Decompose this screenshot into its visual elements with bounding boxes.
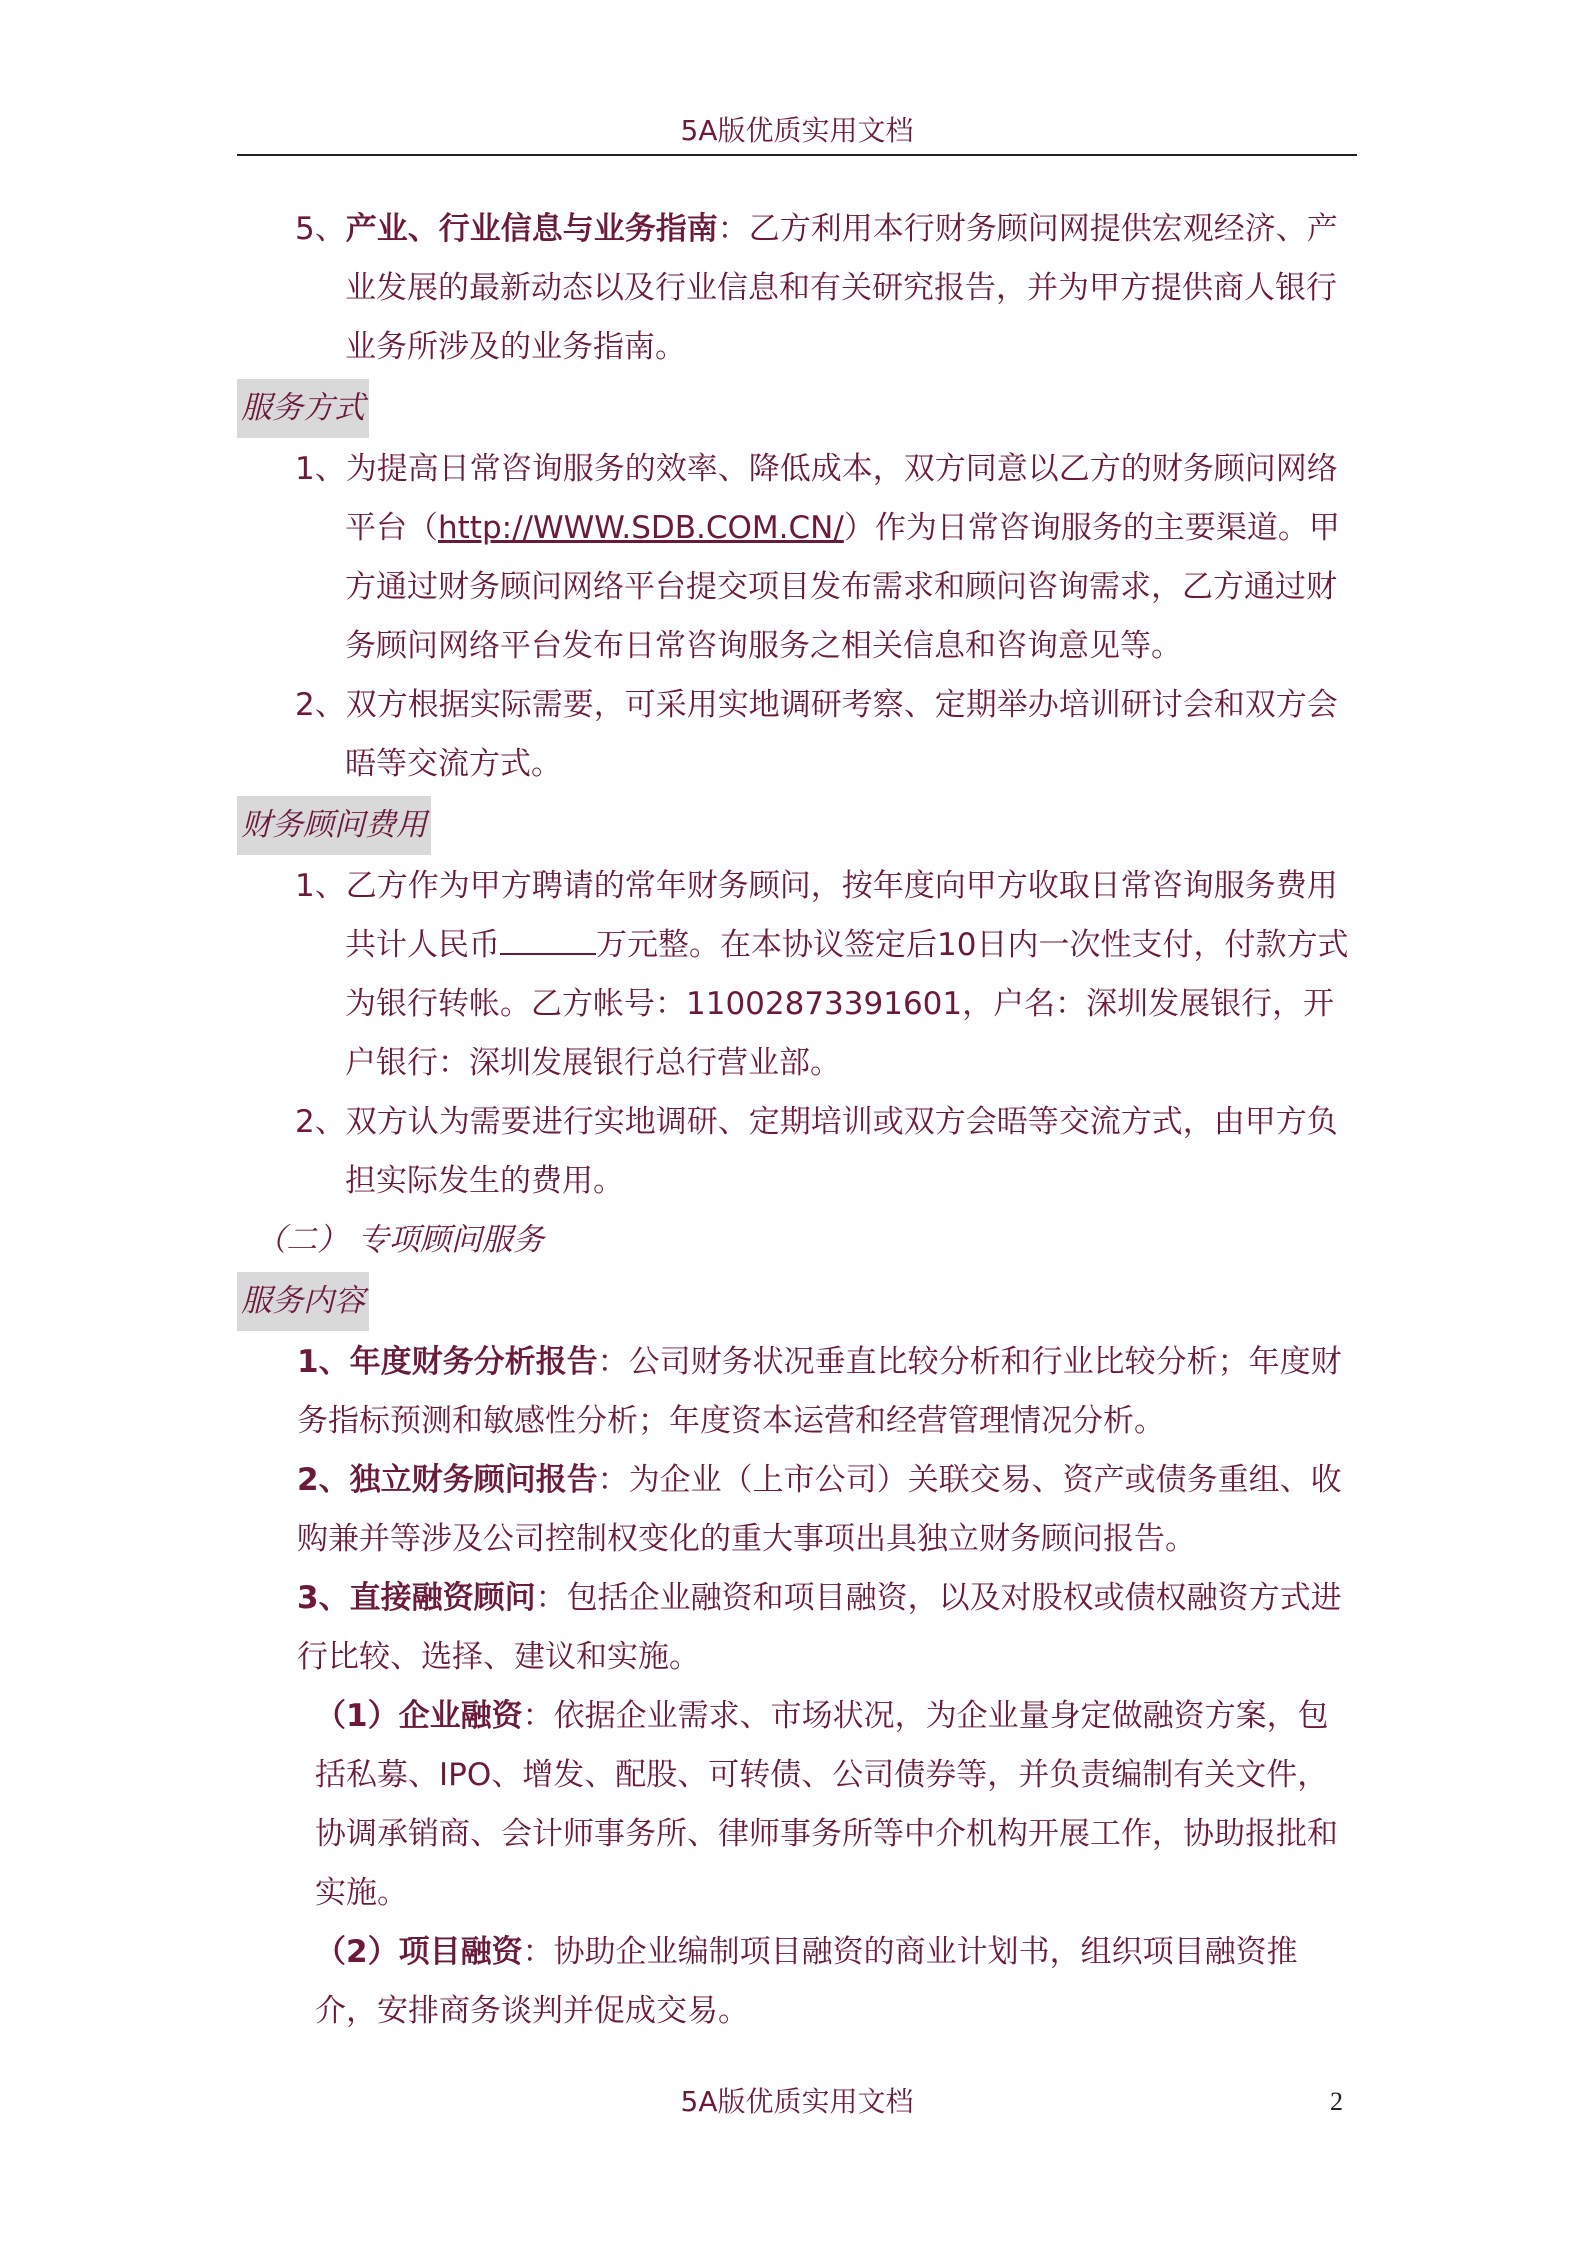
heading-text: 服务内容 <box>237 1272 369 1331</box>
heading-text: 财务顾问费用 <box>237 796 431 855</box>
item-text-cont: ）作为日常咨询服务的主要渠道。甲方通过财务顾问网络平台提交项目发布需求和顾问咨询需求，乙方通过财务顾问网络平台发布日常咨询服务之相关信息和咨询意见等。 <box>345 510 1340 664</box>
item-number: 2、 <box>295 687 346 723</box>
item-number: 1、 <box>295 451 346 487</box>
item-text: ：乙方利用本行财务顾问网提供宏观经济、产业发展的最新动态以及行业信息和有关研究报告，并为甲方提供商人银行业务所涉及的业务指南。 <box>345 211 1338 365</box>
item-text: ：依据企业需求、市场状况，为企业量身定做融资方案，包括私募、IPO、增发、配股、可转债、公司债券等，并负责编制有关文件，协调承销商、会计师事务所、律师事务所等中介机构开展工作，协助报批和实施。 <box>315 1698 1338 1911</box>
fees-item-2 <box>237 1093 1357 1211</box>
section-heading-fees <box>237 794 1357 857</box>
item-label: 1、年度财务分析报告 <box>297 1344 598 1380</box>
item-label: 产业、行业信息与业务指南 <box>345 211 718 247</box>
item-label: （1）企业融资 <box>315 1698 523 1734</box>
special-sub-1 <box>237 1687 1357 1923</box>
item-text: 双方认为需要进行实地调研、定期培训或双方会晤等交流方式，由甲方负担实际发生的费用。 <box>345 1104 1338 1199</box>
item-5-paragraph <box>237 200 1357 377</box>
service-method-item-1 <box>237 440 1357 676</box>
item-number: 1、 <box>295 868 346 904</box>
item-number: 5、 <box>295 211 346 247</box>
page-footer <box>237 2082 1357 2122</box>
header-title: 5A版优质实用文档 <box>680 114 914 147</box>
item-label: 3、直接融资顾问 <box>297 1580 536 1616</box>
item-text: ：为企业（上市公司）关联交易、资产或债务重组、收购兼并等涉及公司控制权变化的重大事项出具独立财务顾问报告。 <box>297 1462 1342 1557</box>
website-link[interactable]: http://WWW.SDB.COM.CN/ <box>438 510 844 546</box>
item-text: ：公司财务状况垂直比较分析和行业比较分析；年度财务指标预测和敏感性分析；年度资本运营和经营管理情况分析。 <box>297 1344 1342 1439</box>
amount-blank <box>500 927 596 955</box>
section-heading-service-content <box>237 1270 1357 1333</box>
page-header <box>237 108 1357 156</box>
special-item-3 <box>237 1569 1357 1687</box>
page-number: 2 <box>1330 2087 1343 2116</box>
item-label: 2、独立财务顾问报告 <box>297 1462 598 1498</box>
item-text: 双方根据实际需要，可采用实地调研考察、定期举办培训研讨会和双方会晤等交流方式。 <box>345 687 1338 782</box>
special-item-2 <box>237 1451 1357 1569</box>
title-text: （二） 专项顾问服务 <box>255 1222 544 1258</box>
item-text: 为提高日常咨询服务的效率、降低成本，双方同意以乙方的财务顾问网络平台（ <box>345 451 1338 546</box>
special-item-1 <box>237 1333 1357 1451</box>
document-body <box>237 200 1357 2041</box>
item-text: 乙方作为甲方聘请的常年财务顾问，按年度向甲方收取日常咨询服务费用共计人民币 <box>345 868 1338 963</box>
item-text: ：协助企业编制项目融资的商业计划书，组织项目融资推介，安排商务谈判并促成交易。 <box>315 1934 1298 2029</box>
service-method-item-2 <box>237 676 1357 794</box>
heading-text: 服务方式 <box>237 379 369 438</box>
item-text: ：包括企业融资和项目融资，以及对股权或债权融资方式进行比较、选择、建议和实施。 <box>297 1580 1342 1675</box>
item-text-cont: 万元整。在本协议签定后10日内一次性支付，付款方式为银行转帐。乙方帐号：11002873391601，户名：深圳发展银行，开户银行：深圳发展银行总行营业部。 <box>345 927 1349 1081</box>
fees-item-1 <box>237 857 1357 1093</box>
item-label: （2）项目融资 <box>315 1934 523 1970</box>
special-sub-2 <box>237 1923 1357 2041</box>
section-heading-service-method <box>237 377 1357 440</box>
footer-title: 5A版优质实用文档 <box>680 2085 914 2118</box>
item-number: 2、 <box>295 1104 346 1140</box>
special-service-title <box>237 1211 1357 1270</box>
